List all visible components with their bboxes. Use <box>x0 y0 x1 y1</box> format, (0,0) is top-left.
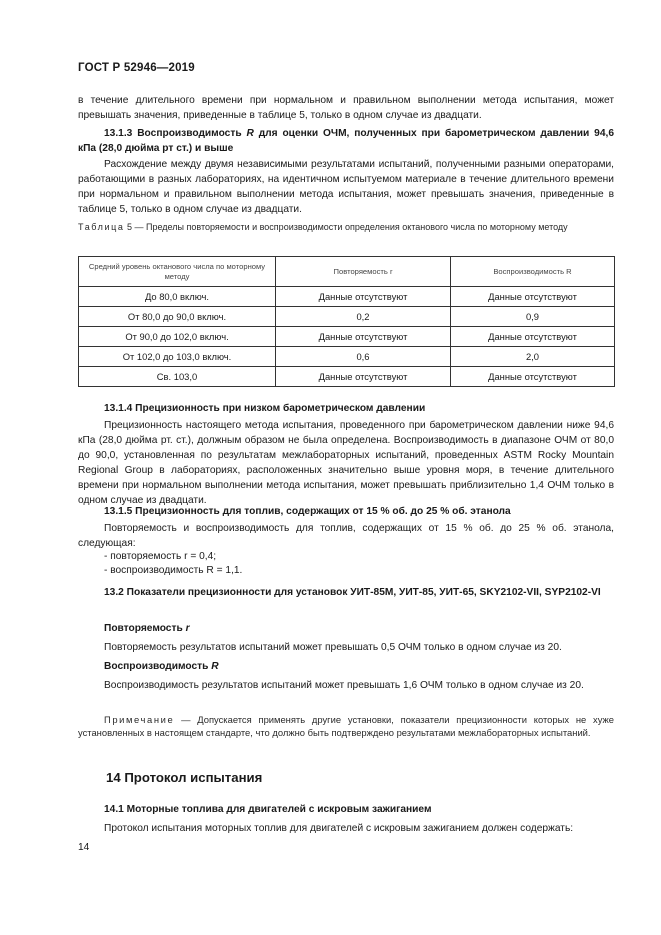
standard-header: ГОСТ Р 52946—2019 <box>78 62 195 74</box>
table-cell: Данные отсутствуют <box>276 287 451 307</box>
table-cell: Данные отсутствуют <box>450 327 614 347</box>
table-cell: Данные отсутствуют <box>450 367 614 387</box>
section-13-2-heading: 13.2 Показатели прецизионности для установок УИТ-85М, УИТ-85, УИТ-65, SKY2102-VII, SYP2102-VI <box>104 587 601 598</box>
table-cell: Данные отсутствуют <box>276 327 451 347</box>
precision-table <box>78 256 615 387</box>
table-row <box>79 327 615 347</box>
repeatability-text: Повторяемость результатов испытаний может превышать 0,5 ОЧМ только в одном случае из 20. <box>104 642 562 653</box>
table-row <box>79 347 615 367</box>
table-row <box>79 287 615 307</box>
table-cell: Данные отсутствуют <box>276 367 451 387</box>
table-cell: 0,9 <box>450 307 614 327</box>
section-13-1-3-heading: 13.1.3 Воспроизводимость R для оценки ОЧМ, полученных при барометрическом давлении 94,6 кПа (28,0 дюйма рт ст.) и выше <box>78 128 614 154</box>
section-14-1-text: Протокол испытания моторных топлив для двигателей с искровым зажиганием должен содержать: <box>104 823 574 834</box>
note: Примечание — Допускается применять другие установки, показатели прецизионности которых не хуже установленных в настоящем стандарте, что должно быть подтверждено результатами межлабораторных испытаний. <box>78 714 614 738</box>
page-number: 14 <box>78 842 90 853</box>
section-13-1-4-text: Прецизионность настоящего метода испытания, проведенного при барометрическом давлении ниже 94,6 кПа (28,0 дюйма рт. ст.), должным образом не была определена. Воспроизводимость в диапазоне ОЧМ от 80,0 до 90,0, установленная по результатам межлабораторных испытаний, проведенных ASTM Rocky Mountain Regional Group в лабораториях, расположенных значительно выше уровня моря, в течение длительного времени при нормальном выполнении метода испытания, может превышать приблизительно 1,4 ОЧМ только в одном случае из двадцати. <box>78 420 614 506</box>
section-13-1-5-heading: 13.1.5 Прецизионность для топлив, содержащих от 15 % об. до 25 % об. этанола <box>104 506 511 517</box>
section-13-1-5-text: Повторяемость и воспроизводимость для топлив, содержащих от 15 % об. до 25 % об. этанола, следующая: <box>78 523 614 549</box>
table-5-caption: Таблица 5 — Пределы повторяемости и воспроизводимости определения октанового числа по моторному методу <box>78 222 568 232</box>
table-cell: Св. 103,0 <box>79 367 276 387</box>
table-row <box>79 367 615 387</box>
section-14-1-heading: 14.1 Моторные топлива для двигателей с искровым зажиганием <box>104 804 432 815</box>
table-header-cell: Повторяемость r <box>276 257 451 287</box>
repeatability-label: Повторяемость r <box>104 623 190 634</box>
table-header-cell: Средний уровень октанового числа по моторному методу <box>79 257 276 287</box>
table-cell: 2,0 <box>450 347 614 367</box>
section-13-1-3-text: Расхождение между двумя независимыми результатами испытаний, полученными разными операторами, работающими в разных лабораториях, на идентичном испытуемом материале в течение длительного времени при нормальном и правильном выполнении метода испытания, может превышать значения, приведенные в таблице 5, только в одном случае из двадцати. <box>78 159 614 215</box>
table-cell: 0,2 <box>276 307 451 327</box>
table-cell: Данные отсутствуют <box>450 287 614 307</box>
table-cell: До 80,0 включ. <box>79 287 276 307</box>
table-cell: 0,6 <box>276 347 451 367</box>
table-header-cell: Воспроизводимость R <box>450 257 614 287</box>
table-cell: От 102,0 до 103,0 включ. <box>79 347 276 367</box>
list-item: - воспроизводимость R = 1,1. <box>104 565 243 576</box>
table-header-row <box>79 257 615 287</box>
section-14-title: 14 Протокол испытания <box>106 770 263 785</box>
table-cell: От 80,0 до 90,0 включ. <box>79 307 276 327</box>
section-13-1-4-heading: 13.1.4 Прецизионность при низком барометрическом давлении <box>104 403 426 414</box>
table-cell: От 90,0 до 102,0 включ. <box>79 327 276 347</box>
intro-paragraph: в течение длительного времени при нормальном и правильном выполнении метода испытания, может превышать значения, приведенные в таблице 5, только в одном случае из двадцати. <box>78 95 614 121</box>
reproducibility-label: Воспроизводимость R <box>104 661 219 672</box>
list-item: - повторяемость r = 0,4; <box>104 551 217 562</box>
reproducibility-text: Воспроизводимость результатов испытаний может превышать 1,6 ОЧМ только в одном случае из 20. <box>104 680 584 691</box>
table-row <box>79 307 615 327</box>
